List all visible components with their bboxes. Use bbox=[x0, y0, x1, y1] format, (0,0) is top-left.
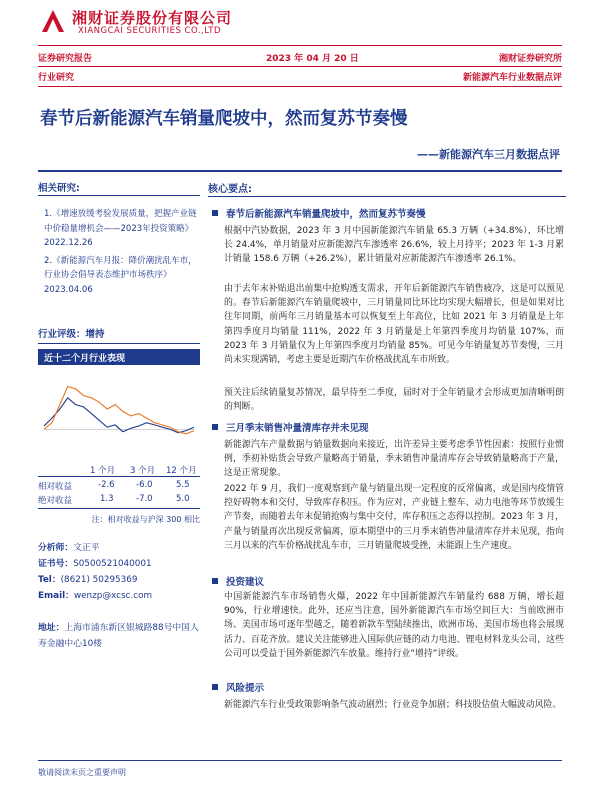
email-label: Email： bbox=[38, 591, 74, 601]
perf-value: -7.0 bbox=[136, 494, 153, 504]
tel-label: Tel： bbox=[38, 575, 61, 585]
chart-title: 近十二个月行业表现 bbox=[38, 349, 200, 365]
perf-value: 5.0 bbox=[176, 494, 190, 504]
perf-row-label: 绝对收益 bbox=[38, 496, 73, 506]
page-title: 春节后新能源汽车销量爬坡中，然而复苏节奏慢 bbox=[40, 109, 408, 129]
perf-value: 1.3 bbox=[100, 494, 114, 504]
perf-header: 3 个月 bbox=[130, 466, 156, 476]
report-category: 行业研究 bbox=[38, 73, 75, 83]
footer-divider bbox=[38, 760, 562, 761]
company-name-cn: 湘财证券股份有限公司 bbox=[72, 9, 233, 27]
chart-series-line-1 bbox=[44, 387, 194, 434]
related-item[interactable]: 2.《新能源汽车月报：降价潮扰乱车市，行业协会倡导表态维护市场秩序》2023.04.06 bbox=[44, 255, 197, 295]
paragraph: 新能源汽车行业受政策影响条气波动剧烈；行业竞争加剧；科技股估值大幅波动风险。 bbox=[224, 700, 562, 710]
email-address[interactable]: wenzp@xcsc.com bbox=[73, 591, 153, 601]
cert-label: 证书号： bbox=[38, 559, 74, 569]
header-divider bbox=[38, 45, 562, 46]
address-block bbox=[38, 620, 200, 652]
perf-value: 5.5 bbox=[176, 480, 190, 490]
table-divider bbox=[38, 508, 200, 509]
analyst-name: 文正平 bbox=[73, 543, 100, 553]
institute-name: 湘财证券研究所 bbox=[498, 54, 562, 64]
company-name-en: XIANGCAI SECURITIES CO.,LTD bbox=[78, 26, 222, 36]
industry-rating: 行业评级：增持 bbox=[38, 329, 105, 340]
section-heading: 三月季末销售冲量清库存并未见现 bbox=[212, 420, 369, 434]
paragraph: 2022 年 9 月，我们一度观察到产量与销量出现一定程度的反常偏离，或是国内疫情管控好碍物本和交付，导致库存积压。作为应对，产业链上整车、动力电池等环节放缓生产节奏，而随着去年末促销抢购与集中交付，库存积压之态得以控制。2023 年 3 月，产量与销量再次出现反常偏离，原本期望中的三月季末销售冲量清库存并未见现，指向三月以来的汽车价格战扰乱车市，三月销量爬坡受挫，未能跟上生产速度。 bbox=[224, 484, 564, 551]
header-divider bbox=[38, 66, 562, 67]
rating-divider bbox=[38, 343, 200, 344]
doc-type: 证券研究报告 bbox=[38, 54, 93, 64]
paragraph: 新能源汽车产量数据与销量数据向来接近，出许差异主要考虑季节性因素：按照行业惯例，季初补贴货会导致产量略高于销量，季末销售冲量清库存会导致销量略高于产量，这是正常现象。 bbox=[224, 440, 564, 479]
related-divider bbox=[38, 195, 200, 196]
paragraph: 由于去年末补贴退出前集中抢购透支需求，开年后新能源汽车销售疲冷，这是可以预见的。春节后新能源汽车销量爬坡中，三月销量同比环比均实现大幅增长，但是如果对比往年同期，前两年三月销量基本可以恢复至上年高位，比如 2021 年 3 月销量是上年第四季度月均销量 111%，2022 年 3 月销量是上年第四季度月均销量 107%，而 2023 年 3 月销量仅为上年第四季度月均销量 85%。可见今年销量复苏节奏慢，三月尚未实现满销，考虑主要是近期汽车价格战扰乱车市所致。 bbox=[224, 284, 564, 366]
related-item[interactable]: 1.《增速放缓考验发展质量，把握产业链中价稳量增机会——2023年投资策略》2022.12.26 bbox=[44, 209, 197, 248]
related-research bbox=[38, 180, 200, 295]
perf-header: 12 个月 bbox=[166, 466, 197, 476]
page-subtitle: ——新能源汽车三月数据点评 bbox=[417, 148, 560, 161]
perf-header: 1 个月 bbox=[90, 466, 116, 476]
perf-row-label: 相对收益 bbox=[38, 482, 73, 492]
perf-row-absolute bbox=[38, 494, 200, 508]
related-list bbox=[44, 207, 200, 300]
cert-number: S0500521040001 bbox=[73, 559, 152, 569]
perf-value: -6.0 bbox=[136, 480, 153, 490]
performance-chart bbox=[38, 365, 200, 460]
tel-number: (8621) 50295369 bbox=[60, 575, 138, 585]
section-heading: 投资建议 bbox=[212, 574, 264, 588]
core-divider bbox=[208, 196, 566, 197]
company-logo bbox=[38, 6, 68, 36]
perf-row-relative bbox=[38, 480, 200, 494]
addr-label: 地址： bbox=[38, 623, 65, 633]
addr-text: 上海市浦东新区银城路88号中国人寿金融中心10楼 bbox=[38, 623, 199, 649]
analyst-label: 分析师： bbox=[38, 543, 74, 553]
analyst-info bbox=[38, 540, 200, 604]
title-divider bbox=[38, 170, 562, 172]
perf-note: 注：相对收益与沪深 300 相比 bbox=[91, 515, 200, 524]
footer-disclaimer: 敬请阅读末页之重要声明 bbox=[38, 768, 126, 777]
related-label: 相关研究: bbox=[38, 183, 80, 194]
report-date: 2023 年 04 月 20 日 bbox=[266, 54, 359, 64]
table-divider bbox=[38, 476, 200, 477]
core-label: 核心要点: bbox=[208, 184, 252, 195]
paragraph: 中国新能源汽车市场销售火爆，2022 年中国新能源汽车销量约 688 万辆，增长超 90%，行业增速快。此外，还应当注意，国外新能源汽车市场空间巨大：当前欧洲市场、美国市场可逐年型越乏，随着新款车型陆续推出，欧洲市场、美国市场也将会展现活力、百花齐放。建议关注能够进入国际供应链的动力电池、锂电材料龙头公司，这些公司可以受益于国外新能源汽车放量。维持行业“增持”评级。 bbox=[224, 592, 564, 659]
perf-value: -2.6 bbox=[98, 480, 115, 490]
report-series: 新能源汽车行业数据点评 bbox=[462, 73, 562, 83]
section-heading: 风险提示 bbox=[212, 680, 264, 694]
header-row-2 bbox=[38, 70, 562, 84]
header-row-1 bbox=[38, 51, 562, 65]
section-heading: 春节后新能源汽车销量爬坡中，然而复苏节奏慢 bbox=[212, 206, 426, 220]
header-divider bbox=[38, 86, 562, 87]
paragraph: 预关注后续销量复苏情况，最早待至二季度，届时对于全年销量才会形成更加清晰明朗的判断。 bbox=[224, 388, 564, 413]
paragraph: 根据中汽协数据，2023 年 3 月中国新能源汽车销量 65.3 万辆（+34.8%），环比增长 24.4%，单月销量对应新能源汽车渗透率 26.6%，较上月持平；2023 年 1-3 月累计销量 158.6 万辆（+26.2%），累计销量对应新能源汽车渗透率 26.1%。 bbox=[224, 226, 564, 265]
